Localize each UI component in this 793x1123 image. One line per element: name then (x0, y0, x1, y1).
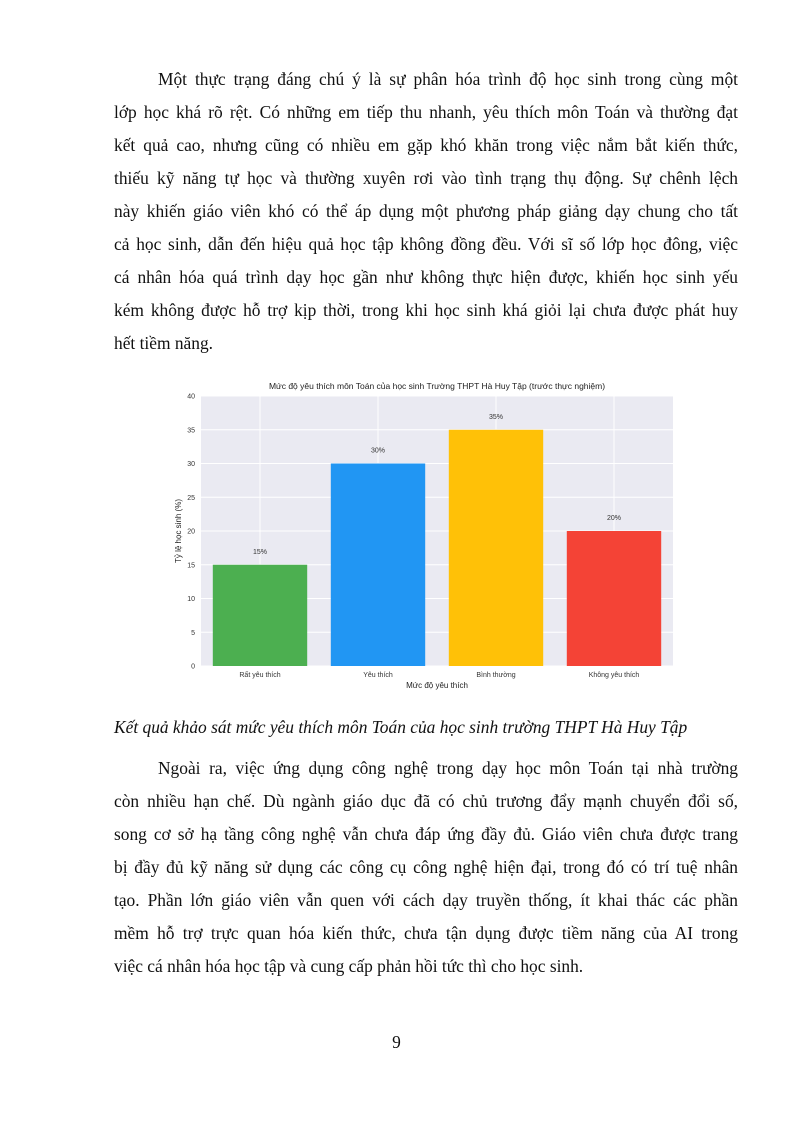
bar (567, 531, 661, 666)
paragraph-line: này khiến giáo viên khó có thể áp dụng một phương pháp giảng dạy chung cho tất (114, 201, 738, 221)
data-label: 15% (252, 548, 268, 556)
data-label: 35% (488, 413, 504, 421)
paragraph-line: kém không được hỗ trợ kịp thời, trong khi học sinh khá giỏi lại chưa được phát huy (114, 300, 738, 320)
y-tick-label: 5 (191, 629, 195, 637)
page-number: 9 (392, 1032, 401, 1052)
y-tick-label: 10 (187, 596, 195, 603)
bar (331, 464, 425, 667)
bar-chart (170, 376, 680, 696)
chart-title: Mức độ yêu thích môn Toán của học sinh Trường THPT Hà Huy Tập (trước thực nghiệm) (268, 381, 606, 391)
paragraph-line: tạo. Phần lớn giáo viên vẫn quen với cách dạy truyền thống, ít khai thác các phần (114, 890, 738, 910)
y-tick-label: 0 (191, 663, 195, 671)
y-tick-label: 35 (187, 427, 195, 435)
y-axis-label: Tỷ lệ học sinh (%) (174, 498, 183, 564)
bar (449, 430, 543, 666)
paragraph-line: còn nhiều hạn chế. Dù ngành giáo dục đã có chủ trương đẩy mạnh chuyển đổi số, (114, 791, 738, 811)
figure-caption: Kết quả khảo sát mức yêu thích môn Toán của học sinh trường THPT Hà Huy Tập (114, 717, 688, 737)
paragraph-line: cả học sinh, dẫn đến hiệu quả học tập không đồng đều. Với sĩ số lớp học đông, việc (114, 234, 738, 254)
paragraph-differentiation (114, 63, 738, 360)
paragraph-line: thiếu kỹ năng tự học và thường xuyên rơi vào tình trạng thụ động. Sự chênh lệch (114, 168, 738, 188)
x-axis-label: Mức độ yêu thích (406, 681, 468, 690)
data-label: 30% (370, 447, 386, 455)
bar (213, 565, 307, 666)
data-label: 20% (606, 515, 622, 522)
paragraph-line: Ngoài ra, việc ứng dụng công nghệ trong dạy học môn Toán tại nhà trường (158, 758, 738, 778)
paragraph-line: song cơ sở hạ tầng công nghệ vẫn chưa đáp ứng đầy đủ. Giáo viên chưa được trang (114, 824, 738, 844)
paragraph-line: việc cá nhân hóa học tập và cung cấp phản hồi tức thì cho học sinh. (114, 956, 584, 976)
paragraph-line: Một thực trạng đáng chú ý là sự phân hóa trình độ học sinh trong cùng một (158, 69, 738, 89)
y-tick-label: 30 (187, 461, 195, 468)
paragraph-line: kết quả cao, nhưng cũng có nhiều em gặp khó khăn trong việc nắm bắt kiến thức, (114, 135, 738, 155)
paragraph-line: mềm hỗ trợ trực quan hóa kiến thức, chưa tận dụng được tiềm năng của AI trong (114, 923, 738, 943)
x-tick-label: Bình thường (476, 672, 516, 679)
x-tick-label: Không yêu thích (588, 672, 640, 679)
paragraph-line: cá nhân hóa quá trình dạy học gần như không thực hiện được, khiến học sinh yếu (114, 267, 738, 287)
bar-chart-svg (170, 376, 680, 696)
paragraph-line: lớp học khá rõ rệt. Có những em tiếp thu nhanh, yêu thích môn Toán và thường đạt (114, 102, 738, 122)
y-tick-label: 40 (187, 393, 195, 401)
y-tick-label: 15 (187, 562, 195, 570)
paragraph-line: bị đầy đủ kỹ năng sử dụng các công cụ công nghệ hiện đại, trong đó có trí tuệ nhân (114, 857, 738, 877)
x-tick-label: Rất yêu thích (239, 672, 281, 679)
y-tick-label: 20 (187, 528, 195, 536)
x-tick-label: Yêu thích (363, 672, 393, 679)
paragraph-technology (114, 752, 738, 983)
y-tick-label: 25 (187, 494, 195, 502)
paragraph-line: hết tiềm năng. (114, 333, 214, 353)
